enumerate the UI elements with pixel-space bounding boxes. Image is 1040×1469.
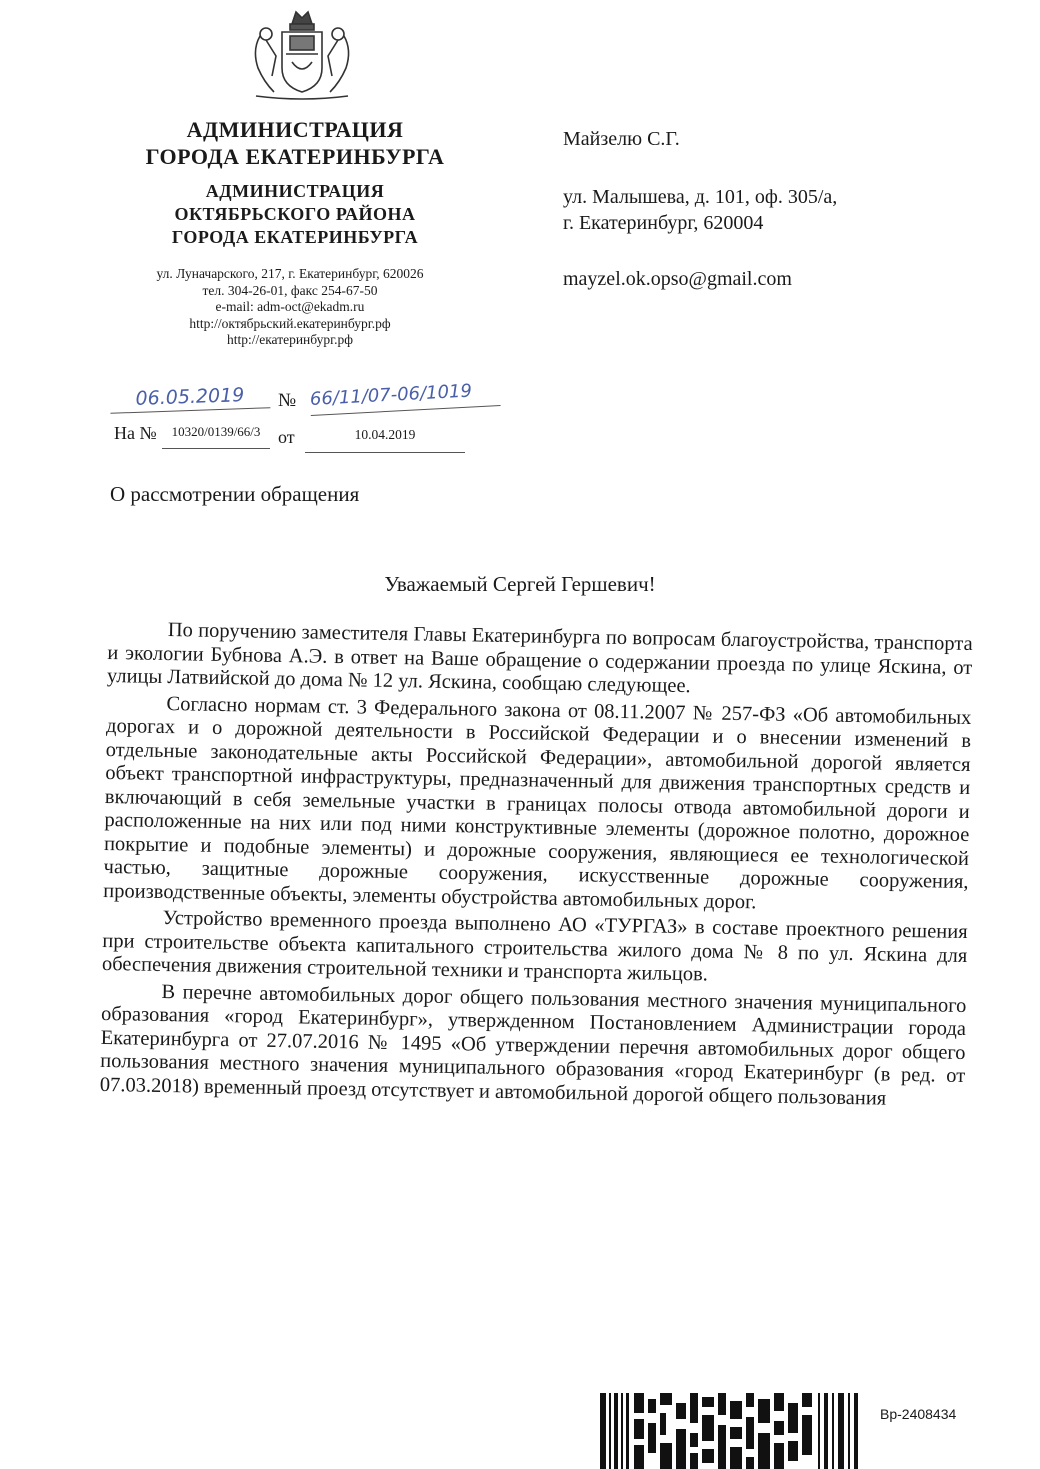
org-line-1: АДМИНИСТРАЦИЯ — [186, 117, 404, 142]
organization-name — [110, 116, 480, 170]
number-sign: № — [278, 390, 297, 411]
paragraph-4: В перечне автомобильных дорог общего пользования местного значения муниципального образования «город Екатеринбург», утвержденном Постановлением Администрации города Екатеринбурга от 27.07.2016 № 1495 «Об утверждении перечня автомобильных дорог общего пользования местного значения муниципального образования «город Екатеринбург (в ред. от 07.03.2018) временный проезд отсутствует и автомобильной дорогой общего пользования — [99, 980, 967, 1110]
greeting: Уважаемый Сергей Гершевич! — [384, 572, 656, 596]
paragraph-1: По поручению заместителя Главы Екатеринбурга по вопросам благоустройства, транспорта и экологии Бубнова А.Э. в ответ на Ваше обращение о содержании проезда по улице Яскина, от улицы Латвийской до дома № 12 ул. Яскина, сообщаю следующее. — [106, 619, 973, 698]
paragraph-2: Согласно нормам ст. 3 Федерального закона от 08.11.2007 № 257-ФЗ «Об автомобильных дорогах и о дорожной деятельности в Российской Федерации и о внесении изменений в отдельные законодательные акты Российской Федерации», автомобильной дорогой является объект транспортной инфраструктуры, предназначенный для движения транспортных средств и включающий в себя земельные участки в границах полосы отвода автомобильной дороги и расположенные на них или под ними конструктивные элементы (дорожное полотно, дорожное покрытие и подобные элементы) и дорожные сооружения, являющиеся ее технологической частью, защитные дорожные сооружения, искусственные дорожные сооружения, производственные объекты, элементы обустройства автомобильных дорог. — [103, 692, 972, 913]
document-code: Вр-2408434 — [880, 1406, 957, 1422]
org-sub-line-1: АДМИНИСТРАЦИЯ — [205, 181, 385, 201]
in-reply-date: 10.04.2019 — [305, 427, 465, 453]
letter-body — [100, 618, 973, 1115]
from-label: от — [278, 427, 295, 447]
addressee-city: г. Екатеринбург, 620004 — [563, 212, 764, 234]
district-administration — [120, 180, 470, 249]
paragraph-3: Устройство временного проезда выполнено АО «ТУРГАЗ» в составе проектного решения при строительстве объекта капитального строительства жилого дома № 8 по ул. Яскина для обеспечения движения строительной техники и транспорта жильцов. — [101, 907, 968, 986]
in-reply-number: 10320/0139/66/3 — [162, 424, 270, 449]
coat-of-arms-icon — [246, 6, 358, 104]
outgoing-date: 06.05.2019 — [110, 383, 271, 414]
in-reply-label: На № — [114, 423, 157, 443]
letterhead-contacts — [115, 266, 465, 349]
org-address: ул. Луначарского, 217, г. Екатеринбург, 620026 — [156, 266, 424, 281]
letter-subject: О рассмотрении обращения — [110, 482, 360, 506]
outgoing-number: 66/11/07-06/1019 — [309, 379, 500, 416]
org-line-2: ГОРОДА ЕКАТЕРИНБУРГА — [145, 144, 445, 169]
org-email: e-mail: adm-oct@ekadm.ru — [215, 299, 365, 315]
barcode-icon — [600, 1393, 860, 1469]
org-sub-line-2: ОКТЯБРЬСКОГО РАЙОНА — [174, 204, 416, 224]
addressee-email: mayzel.ok.opso@gmail.com — [563, 268, 792, 290]
addressee-street: ул. Малышева, д. 101, оф. 305/а, — [563, 186, 838, 208]
org-sub-line-3: ГОРОДА ЕКАТЕРИНБУРГА — [171, 227, 419, 247]
org-site-2: http://екатеринбург.рф — [226, 332, 354, 348]
org-phone: тел. 304-26-01, факс 254-67-50 — [202, 282, 378, 298]
org-site-1: http://октябрьский.екатеринбург.рф — [189, 315, 391, 331]
addressee-name: Майзелю С.Г. — [563, 128, 680, 150]
